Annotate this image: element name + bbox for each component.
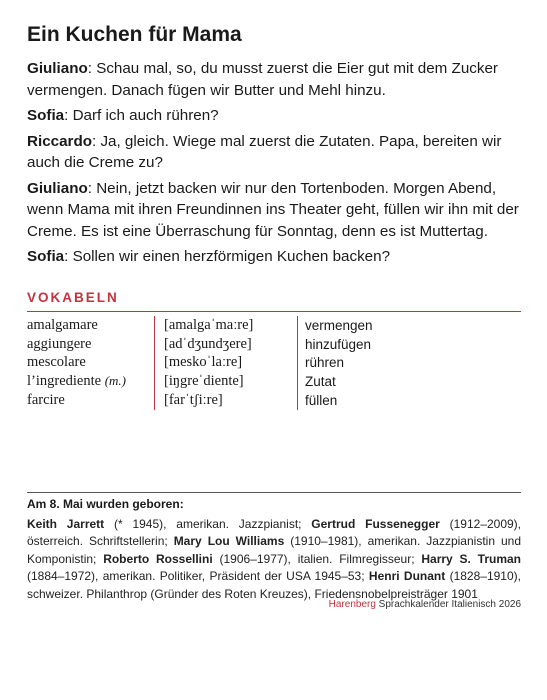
translation: rühren [297,354,344,373]
word-text: amalgamare [27,316,98,333]
dialogue-text: : Sollen wir einen herzförmigen Kuchen backen? [64,248,391,265]
dialogue-turn [27,178,521,243]
italian-word [27,373,154,390]
page-title: Ein Kuchen für Mama [27,23,242,46]
translation: füllen [297,391,337,410]
vocab-row [27,354,521,373]
italian-word [27,354,154,371]
pronunciation: [iŋgreˈdiente] [154,372,297,391]
dialogue-turn [27,246,521,268]
person-info: (1828–1910), schweizer. Philanthrop (Gründer des Roten Kreuzes), Friedensnobelpreisträger 1901 [27,569,521,601]
speaker-name: Giuliano [27,60,88,77]
person-name: Henri Dunant [368,569,446,584]
dialogue-text: : Nein, jetzt backen wir nur den Tortenboden. Morgen Abend, wenn Mama mit ihren Freundinnen ins Theater geht, füllen wir ihn mit der Creme. Es ist eine Überraschung für Sonntag, denn es ist Muttertag. [27,179,519,240]
word-text: farcire [27,392,65,409]
translation: Zutat [297,372,336,391]
footer-text: Sprachkalender Italienisch 2026 [375,599,521,610]
speaker-name: Giuliano [27,179,88,197]
speaker-name: Sofia [27,248,65,265]
translation: vermengen [297,316,373,335]
vocab-divider [27,311,521,312]
dialogue-text: : Schau mal, so, du musst zuerst die Eier gut mit dem Zucker vermengen. Danach fügen wir Butter und Mehl hinzu. [27,60,498,99]
person-info: (1906–1977), italien. Filmregisseur; [212,551,422,566]
birthdays-divider [27,492,521,493]
pronunciation: [meskoˈlaːre] [154,354,297,373]
translation: hinzufügen [297,335,371,354]
dialogue-turn [27,131,521,174]
dialogue-text: : Darf ich auch rühren? [64,107,219,124]
brand-name: Harenberg [328,599,376,610]
person-name: Roberto Rossellini [103,551,213,566]
speaker-name: Riccardo [27,132,92,150]
person-name: Gertrud Fussenegger [311,517,440,531]
vocab-row [27,391,521,410]
person-name: Mary Lou Williams [173,534,285,549]
person-name: Harry S. Truman [421,551,522,566]
person-info: (1910–1981), amerikan. Jazzpianistin und Komponistin; [27,534,521,566]
person-info: (1884–1972), amerikan. Politiker, Präsident der USA 1945–53; [27,569,369,584]
word-text: aggiungere [27,335,92,352]
birthdays-heading: Am 8. Mai wurden geboren: [27,497,184,511]
person-info: (* 1945), amerikan. Jazzpianist; [104,517,312,531]
pronunciation: [amalgaˈmaːre] [154,316,297,335]
vocab-row [27,316,521,335]
dialogue-text: : Ja, gleich. Wiege mal zuerst die Zutaten. Papa, bereiten wir auch die Creme zu? [27,132,502,171]
footer-credit [329,599,521,610]
gender-note: (m.) [104,373,127,389]
dialogue [27,58,521,272]
vocab-row [27,335,521,354]
person-info: (1912–2009), österreich. Schriftstellerin; [27,517,522,549]
pronunciation: [farˈtʃiːre] [154,391,297,410]
italian-word [27,317,154,334]
speaker-name: Sofia [27,107,65,124]
vocab-row [27,372,521,391]
vocab-heading: VOKABELN [27,290,119,305]
dialogue-turn [27,58,521,101]
person-name: Keith Jarrett [27,517,105,531]
italian-word [27,392,154,409]
italian-word [27,336,154,353]
word-text: mescolare [27,354,86,371]
birthdays-text [27,516,521,603]
vocab-table [27,316,521,410]
pronunciation: [adˈdʒundʒere] [154,335,297,354]
dialogue-turn [27,105,521,127]
word-text: l’ingrediente [27,373,102,390]
